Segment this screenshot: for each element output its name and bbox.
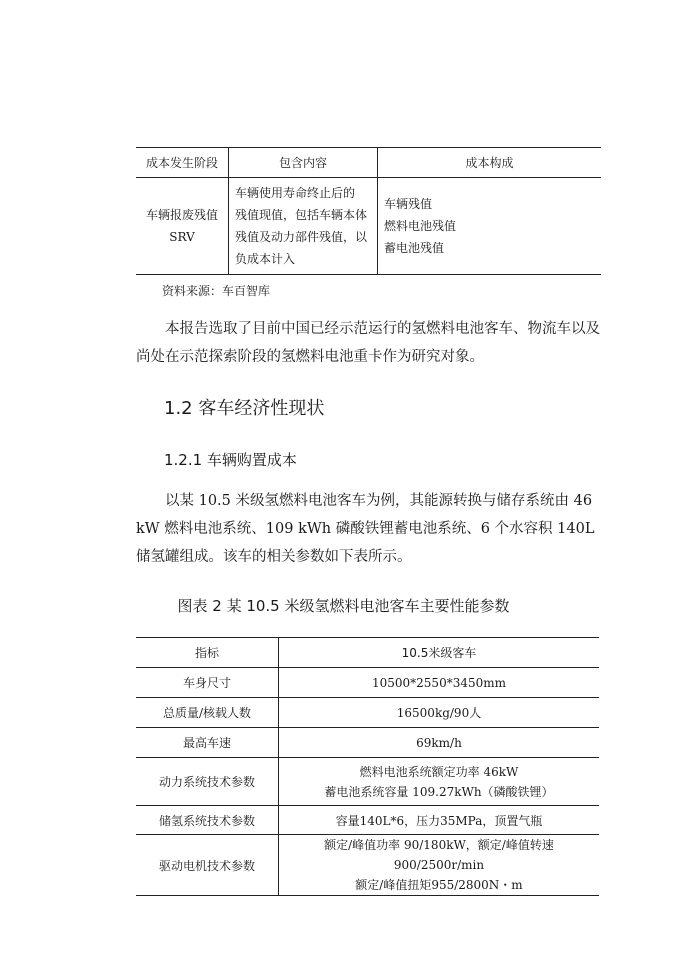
spec-value-line: 额定/峰值功率 90/180kW，额定/峰值转速 900/2500r/min bbox=[324, 838, 554, 872]
cost-table-header bbox=[136, 148, 601, 178]
cost-composition-line: 蓄电池残值 bbox=[384, 241, 445, 255]
spec-row bbox=[136, 758, 599, 806]
spec-value-line: 蓄电池系统容量 109.27kWh（磷酸铁锂） bbox=[324, 784, 554, 799]
cost-composition-cell bbox=[378, 178, 602, 275]
spec-table bbox=[136, 637, 599, 896]
table-caption: 图表 2 某 10.5 米级氢燃料电池客车主要性能参数 bbox=[177, 597, 510, 615]
cost-composition-line: 车辆残值 bbox=[384, 197, 433, 211]
spec-row-value: 10500*2550*3450mm bbox=[279, 668, 600, 698]
cost-header-content: 包含内容 bbox=[229, 148, 378, 178]
spec-header-label: 指标 bbox=[136, 638, 279, 668]
paragraph-vehicle-example: 以某 10.5 米级氢燃料电池客车为例，其能源转换与储存系统由 46 kW 燃料电池系统、109 kWh 磷酸铁锂蓄电池系统、6 个水容积 140L 储氢罐组成。该车的相关参数如下表所示。 bbox=[136, 493, 595, 565]
cost-table-row bbox=[136, 178, 601, 275]
spec-row-value: 容量140L*6，压力35MPa，顶置气瓶 bbox=[279, 806, 600, 835]
spec-row-value bbox=[279, 835, 600, 896]
spec-row-label: 驱动电机技术参数 bbox=[136, 835, 279, 896]
paragraph-research-scope: 本报告选取了目前中国已经示范运行的氢燃料电池客车、物流车以及尚处在示范探索阶段的氢燃料电池重卡作为研究对象。 bbox=[136, 321, 600, 365]
cost-content-cell bbox=[229, 178, 378, 275]
spec-row bbox=[136, 698, 599, 728]
cost-content-line: 车辆使用寿命终止后的 bbox=[235, 186, 356, 200]
spec-row-label: 总质量/核载人数 bbox=[136, 698, 279, 728]
spec-row bbox=[136, 835, 599, 896]
subsection-heading: 1.2.1 车辆购置成本 bbox=[164, 451, 297, 469]
spec-row-label: 车身尺寸 bbox=[136, 668, 279, 698]
spec-value-line: 额定/峰值扭矩955/2800N・m bbox=[355, 878, 523, 892]
cost-stage-line2: SRV bbox=[169, 230, 195, 244]
spec-header-value: 10.5米级客车 bbox=[279, 638, 600, 668]
cost-content-line: 残值及动力部件残值，以 bbox=[235, 230, 368, 244]
cost-composition-line: 燃料电池残值 bbox=[384, 219, 457, 233]
spec-row-label: 动力系统技术参数 bbox=[136, 758, 279, 806]
cost-stage-cell bbox=[136, 178, 229, 275]
section-heading: 1.2 客车经济性现状 bbox=[164, 398, 325, 419]
spec-table-header bbox=[136, 638, 599, 668]
source-note: 资料来源：车百智库 bbox=[162, 284, 271, 298]
spec-row bbox=[136, 728, 599, 758]
spec-row-value bbox=[279, 758, 600, 806]
spec-row-label: 储氢系统技术参数 bbox=[136, 806, 279, 835]
spec-row bbox=[136, 806, 599, 835]
cost-header-composition: 成本构成 bbox=[378, 148, 602, 178]
cost-table bbox=[136, 147, 601, 275]
cost-stage-line1: 车辆报废残值 bbox=[145, 208, 218, 222]
cost-header-stage: 成本发生阶段 bbox=[136, 148, 229, 178]
spec-value-line: 燃料电池系统额定功率 46kW bbox=[359, 764, 519, 779]
cost-content-line: 残值现值，包括车辆本体 bbox=[235, 208, 368, 222]
spec-row-value: 69km/h bbox=[279, 728, 600, 758]
spec-row-label: 最高车速 bbox=[136, 728, 279, 758]
spec-row-value: 16500kg/90人 bbox=[279, 698, 600, 728]
spec-row bbox=[136, 668, 599, 698]
cost-content-line: 负成本计入 bbox=[235, 252, 296, 266]
